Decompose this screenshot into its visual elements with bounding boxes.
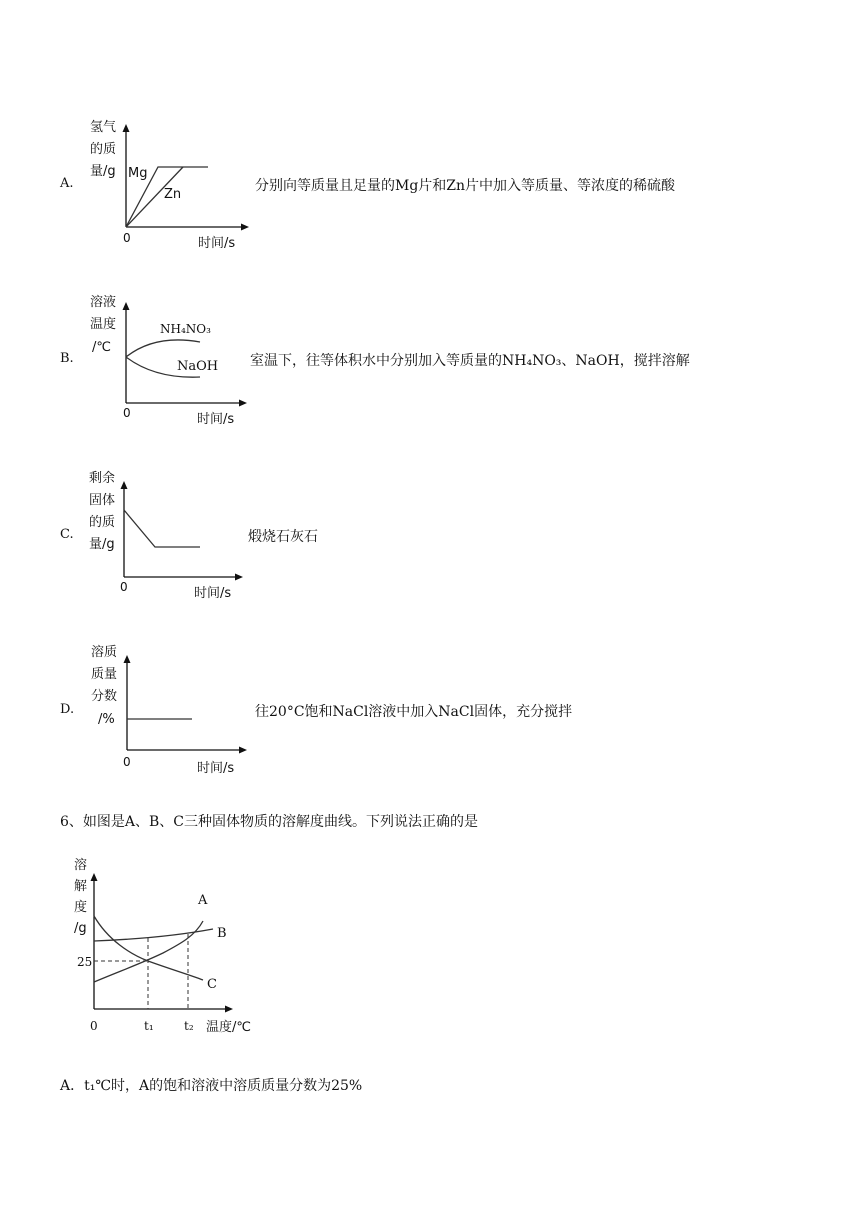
curve-label-naoh: NaOH — [177, 359, 219, 374]
option-b-graph — [80, 290, 260, 430]
curve-a — [94, 921, 203, 982]
y-label-line: 分数 — [91, 689, 118, 704]
solubility-graph — [60, 852, 280, 1042]
x-tick-t2: t₂ — [184, 1019, 194, 1033]
y-label-line: 氢气 — [90, 120, 117, 135]
y-label-line: 温度 — [90, 317, 117, 332]
curve-label-c: C — [207, 977, 217, 992]
y-label-line: 剩余 — [89, 471, 116, 486]
x-axis-arrow — [235, 574, 243, 581]
x-label: 时间/s — [197, 761, 235, 776]
option-d-description: 往20°C饱和NaCl溶液中加入NaCl固体，充分搅拌 — [255, 704, 573, 720]
x-axis-arrow — [239, 400, 247, 407]
option-d-graph — [80, 640, 260, 780]
y-label-line: 的质 — [89, 515, 116, 530]
question-6-stem: 6、如图是A、B、C三种固体物质的溶解度曲线。下列说法正确的是 — [60, 814, 479, 830]
y-label-line: 固体 — [89, 493, 116, 508]
y-label-line: 溶液 — [90, 295, 117, 310]
y-label-line: 的质 — [90, 142, 117, 157]
option-a-letter: A. — [60, 176, 74, 191]
y-axis-arrow — [123, 124, 130, 132]
origin-label: 0 — [120, 580, 128, 594]
y-label-line: /% — [98, 712, 115, 727]
x-axis-arrow — [241, 224, 249, 231]
origin-label: 0 — [90, 1019, 98, 1033]
residual-mass-curve — [124, 510, 200, 547]
y-axis-arrow — [91, 873, 98, 881]
y-tick-25: 25 — [77, 955, 93, 969]
option-b-description: 室温下，往等体积水中分别加入等质量的NH₄NO₃、NaOH，搅拌溶解 — [250, 353, 690, 369]
option-a-graph — [80, 115, 260, 255]
y-axis-arrow — [124, 655, 131, 663]
x-label: 时间/s — [194, 586, 232, 601]
x-label: 温度/℃ — [206, 1020, 251, 1035]
y-label-line: /℃ — [92, 340, 111, 355]
option-c-letter: C. — [60, 527, 74, 542]
option-b-letter: B. — [60, 351, 74, 366]
x-label: 时间/s — [197, 412, 235, 427]
origin-label: 0 — [123, 406, 131, 420]
option-a-description: 分别向等质量且足量的Mg片和Zn片中加入等质量、等浓度的稀硫酸 — [255, 178, 676, 194]
nh4no3-curve — [126, 340, 200, 357]
origin-label: 0 — [123, 231, 131, 245]
y-label-line: 度 — [74, 900, 88, 915]
y-label-line: 量/g — [90, 164, 116, 179]
y-axis-arrow — [121, 481, 128, 489]
option-c-graph — [80, 466, 260, 606]
question-6-choice-a: A．t₁℃时，A的饱和溶液中溶质质量分数为25% — [60, 1078, 363, 1094]
option-d-letter: D. — [60, 702, 75, 717]
curve-label-zn: Zn — [164, 187, 182, 202]
curve-label-a: A — [198, 893, 208, 908]
y-label-line: /g — [74, 921, 87, 936]
y-label-line: 解 — [74, 879, 88, 894]
y-label-line: 溶 — [74, 858, 88, 873]
curve-label-nh4no3: NH₄NO₃ — [160, 322, 211, 336]
x-tick-t1: t₁ — [144, 1019, 154, 1033]
y-label-line: 质量 — [91, 667, 118, 682]
x-label: 时间/s — [198, 236, 236, 251]
y-label-line: 量/g — [89, 537, 115, 552]
origin-label: 0 — [123, 755, 131, 769]
y-label-line: 溶质 — [91, 645, 118, 660]
x-axis-arrow — [225, 1006, 233, 1013]
y-axis-arrow — [123, 302, 130, 310]
x-axis-arrow — [239, 747, 247, 754]
curve-label-b: B — [217, 926, 227, 941]
curve-label-mg: Mg — [128, 166, 148, 181]
option-c-description: 煅烧石灰石 — [248, 529, 318, 545]
